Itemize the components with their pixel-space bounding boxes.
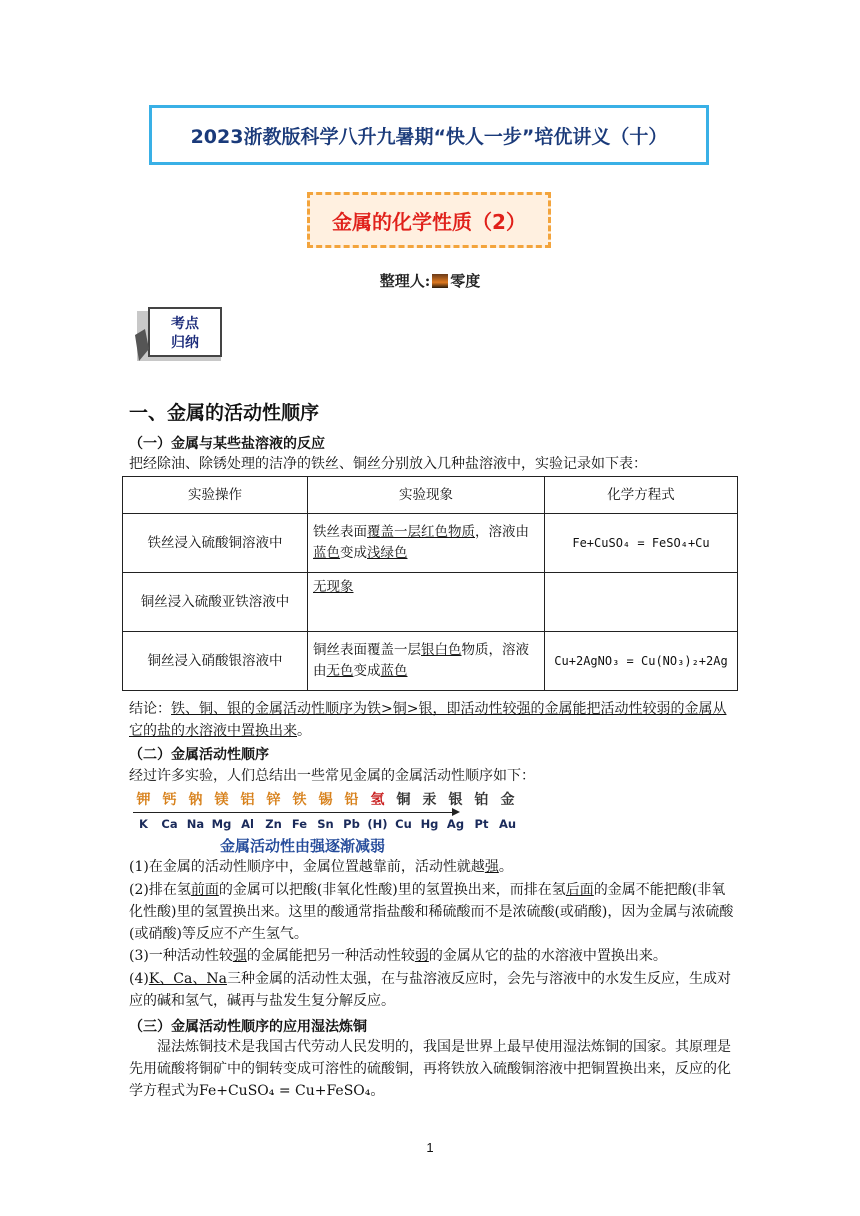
organizer-line (0, 270, 860, 291)
series-metal-name: 钙 (162, 792, 177, 808)
series-metal-name: 锡 (318, 792, 333, 808)
series-metal-name: 铝 (240, 792, 255, 808)
table-cell-phenomenon: 无现象 (308, 573, 545, 632)
organizer-label: 整理人: (379, 272, 431, 290)
series-metal-name: 铂 (474, 792, 489, 808)
series-metal-name: 锌 (266, 792, 281, 808)
series-metal-name: 银 (448, 792, 463, 808)
badge-line1: 考点 (171, 316, 199, 332)
point-4: (4)K、Ca、Na三种金属的活动性太强，在与盐溶液反应时，会先与溶液中的水发生反应，生成对应的碱和氢气，碱再与盐发生复分解反应。 (129, 971, 731, 1009)
table-header-row (123, 477, 738, 514)
table-cell-equation: Cu+2AgNO₃ = Cu(NO₃)₂+2Ag (545, 632, 738, 691)
organizer-name: 零度 (450, 272, 481, 290)
trend-label: 金属活动性由强逐渐减弱 (220, 837, 386, 855)
series-metal-symbol: Mg (211, 817, 232, 831)
series-metal-symbol: (H) (367, 817, 388, 831)
series-metal-symbol: K (139, 817, 148, 831)
series-metal-symbol: Fe (291, 817, 308, 831)
activity-series (133, 789, 518, 831)
series-metal-symbol: Cu (395, 817, 412, 831)
subsection-3-title: （三）金属活动性顺序的应用湿法炼铜 (129, 1019, 367, 1035)
series-names (133, 789, 518, 809)
series-metal-name: 铅 (344, 792, 359, 808)
table-header: 实验操作 (123, 477, 308, 514)
table-cell-phenomenon: 铜丝表面覆盖一层银白色物质，溶液由无色变成蓝色 (308, 632, 545, 691)
series-metal-name: 铜 (396, 792, 411, 808)
sunset-icon (432, 274, 448, 288)
series-metal-symbol: Pb (343, 817, 360, 831)
table-row (123, 632, 738, 691)
subsection-2-title: （二）金属活动性顺序 (129, 747, 269, 763)
topic-title: 金属的化学性质（2） (307, 192, 551, 248)
point-2: (2)排在氢前面的金属可以把酸(非氧化性酸)里的氢置换出来，而排在氢后面的金属不能把酸(非氧化性酸)里的氢置换出来。这里的酸通常指盐酸和稀硫酸而不是浓硫酸(或硝酸)，因为金属与浓硫酸(或硝酸)等反应不产生氢气。 (129, 882, 734, 942)
series-symbols (133, 817, 518, 831)
table-header: 化学方程式 (545, 477, 738, 514)
section-title: 一、金属的活动性顺序 (129, 402, 320, 424)
table-cell-operation: 铜丝浸入硫酸亚铁溶液中 (123, 573, 308, 632)
series-metal-name: 金 (500, 792, 515, 808)
series-metal-symbol: Sn (317, 817, 334, 831)
series-metal-symbol: Na (186, 817, 205, 831)
experiment-table (122, 476, 738, 691)
subsection-3-body: 湿法炼铜技术是我国古代劳动人民发明的，我国是世界上最早使用湿法炼铜的国家。其原理是先用硫酸将铜矿中的铜转变成可溶性的硫酸铜，再将铁放入硫酸铜溶液中把铜置换出来，反应的化学方程式为Fe+CuSO₄ = Cu+FeSO₄。 (129, 1039, 731, 1099)
summary-badge (131, 305, 227, 367)
table-cell-equation (545, 573, 738, 632)
series-metal-symbol: Al (241, 817, 254, 831)
conclusion: 结论：铁、铜、银的金属活动性顺序为铁>铜>银，即活动性较强的金属能把活动性较弱的金属从它的盐的水溶液中置换出来。 (129, 701, 727, 739)
table-header: 实验现象 (308, 477, 545, 514)
point-3: (3)一种活动性较强的金属能把另一种活动性较弱的金属从它的盐的水溶液中置换出来。 (129, 948, 667, 964)
series-metal-symbol: Pt (474, 817, 489, 831)
series-metal-symbol: Zn (265, 817, 282, 831)
trend-arrow (133, 812, 453, 813)
table-cell-phenomenon: 铁丝表面覆盖一层红色物质，溶液由蓝色变成浅绿色 (308, 514, 545, 573)
series-metal-symbol: Ca (161, 817, 178, 831)
series-metal-name: 镁 (214, 792, 229, 808)
subsection-1-intro: 把经除油、除锈处理的洁净的铁丝、铜丝分别放入几种盐溶液中，实验记录如下表： (129, 456, 647, 472)
table-cell-operation: 铜丝浸入硝酸银溶液中 (123, 632, 308, 691)
page-number: 1 (426, 1140, 434, 1155)
table-row (123, 514, 738, 573)
banner-title: 2023浙教版科学八升九暑期“快人一步”培优讲义（十） (149, 105, 709, 165)
series-metal-symbol: Au (498, 817, 517, 831)
subsection-2-intro: 经过许多实验，人们总结出一些常见金属的金属活动性顺序如下： (129, 768, 535, 784)
arrow-head-icon (452, 808, 460, 816)
subsection-1-title: （一）金属与某些盐溶液的反应 (129, 436, 325, 452)
series-metal-name: 汞 (422, 792, 437, 808)
badge-line2: 归纳 (171, 335, 199, 351)
point-1: (1)在金属的活动性顺序中，金属位置越靠前，活动性就越强。 (129, 859, 513, 875)
series-metal-symbol: Hg (420, 817, 439, 831)
table-cell-equation: Fe+CuSO₄ = FeSO₄+Cu (545, 514, 738, 573)
series-metal-symbol: Ag (446, 817, 465, 831)
series-metal-name: 钠 (188, 792, 203, 808)
series-metal-name: 氢 (370, 792, 385, 808)
table-cell-operation: 铁丝浸入硫酸铜溶液中 (123, 514, 308, 573)
table-row (123, 573, 738, 632)
series-metal-name: 铁 (292, 792, 307, 808)
series-metal-name: 钾 (136, 792, 151, 808)
